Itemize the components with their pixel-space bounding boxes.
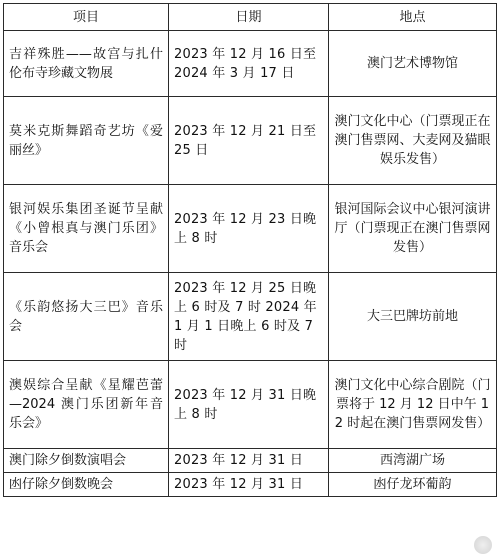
event-location: 大三巴牌坊前地 — [329, 273, 497, 361]
event-date: 2023 年 12 月 16 日至 2024 年 3 月 17 日 — [169, 31, 329, 97]
event-location: 银河国际会议中心银河演讲厅（门票现正在澳门售票网发售） — [329, 185, 497, 273]
table-row — [4, 185, 497, 273]
event-date: 2023 年 12 月 31 日 — [169, 449, 329, 473]
event-location: 西湾湖广场 — [329, 449, 497, 473]
event-name: 吉祥殊胜——故宫与扎什伦布寺珍藏文物展 — [4, 31, 169, 97]
event-name: 凼仔除夕倒数晚会 — [4, 473, 169, 497]
table-row — [4, 449, 497, 473]
event-date: 2023 年 12 月 25 日晚上 6 时及 7 时 2024 年 1 月 1 日晚上 6 时及 7 时 — [169, 273, 329, 361]
event-date: 2023 年 12 月 23 日晚上 8 时 — [169, 185, 329, 273]
header-project: 项目 — [4, 4, 169, 31]
table-row — [4, 31, 497, 97]
event-name: 澳娱综合呈献《星耀芭蕾—2024 澳门乐团新年音乐会》 — [4, 361, 169, 449]
event-location: 澳门文化中心综合剧院（门票将于 12 月 12 日中午 12 时起在澳门售票网发售） — [329, 361, 497, 449]
event-location: 澳门艺术博物馆 — [329, 31, 497, 97]
header-date: 日期 — [169, 4, 329, 31]
event-name: 《乐韵悠扬大三巴》音乐会 — [4, 273, 169, 361]
event-date: 2023 年 12 月 21 日至 25 日 — [169, 97, 329, 185]
event-date: 2023 年 12 月 31 日晚上 8 时 — [169, 361, 329, 449]
event-name: 莫米克斯舞蹈奇艺坊《爱丽丝》 — [4, 97, 169, 185]
events-table — [3, 3, 497, 497]
document-page — [3, 3, 496, 556]
event-name: 澳门除夕倒数演唱会 — [4, 449, 169, 473]
table-row — [4, 273, 497, 361]
table-row — [4, 473, 497, 497]
event-location: 澳门文化中心（门票现正在澳门售票网、大麦网及猫眼娱乐发售） — [329, 97, 497, 185]
table-row — [4, 97, 497, 185]
table-row — [4, 361, 497, 449]
header-location: 地点 — [329, 4, 497, 31]
event-location: 凼仔龙环葡韵 — [329, 473, 497, 497]
watermark-logo-icon — [474, 536, 492, 554]
table-header-row — [4, 4, 497, 31]
event-date: 2023 年 12 月 31 日 — [169, 473, 329, 497]
event-name: 银河娱乐集团圣诞节呈献《小曾根真与澳门乐团》音乐会 — [4, 185, 169, 273]
